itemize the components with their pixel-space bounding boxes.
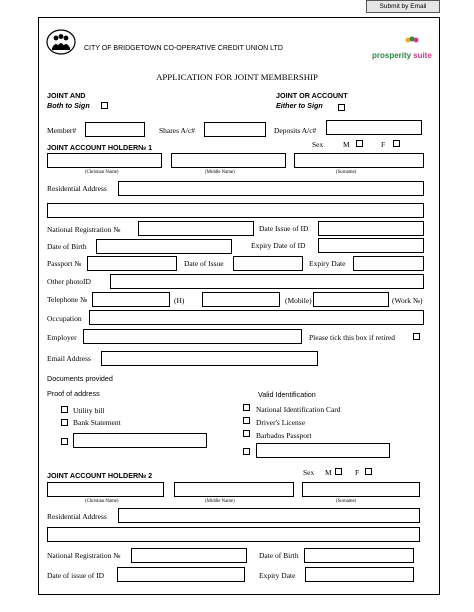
page-title: APPLICATION FOR JOINT MEMBERSHIP	[156, 72, 318, 82]
holder2-address-line2[interactable]	[47, 527, 420, 542]
drivers-license-label: Driver's License	[256, 418, 306, 427]
holder1-female-label: F	[381, 140, 386, 149]
holder1-date-issue-id-label: Date Issue of ID	[259, 224, 309, 233]
christian-name-caption-2: (Christian Name)	[85, 499, 119, 504]
deposits-account-field[interactable]	[326, 120, 422, 135]
org-name: CITY OF BRIDGETOWN CO-OPERATIVE CREDIT UNION LTD	[84, 45, 283, 52]
holder1-other-id-field[interactable]	[110, 274, 424, 289]
surname-caption-2: (Surname)	[336, 499, 357, 504]
documents-heading: Documents provided	[47, 374, 113, 383]
holder2-date-issue-id-field[interactable]	[117, 567, 245, 582]
either-to-sign-checkbox[interactable]	[338, 104, 345, 111]
holder2-middle-name-field[interactable]	[174, 482, 294, 497]
shares-label: Shares A/c#	[159, 126, 196, 135]
holder1-work-phone-field[interactable]	[313, 292, 389, 307]
barbados-passport-checkbox[interactable]	[243, 430, 250, 437]
joint-or-label: JOINT OR ACCOUNT	[276, 91, 348, 100]
other-address-proof-checkbox[interactable]	[61, 438, 68, 445]
drivers-license-checkbox[interactable]	[243, 417, 250, 424]
utility-bill-checkbox[interactable]	[61, 406, 68, 413]
utility-bill-label: Utility bill	[73, 406, 105, 415]
holder1-employer-label: Employer	[47, 333, 77, 342]
mobile-suffix: (Mobile)	[285, 296, 312, 305]
holder1-other-id-label: Other photoID	[47, 277, 91, 286]
holder1-male-label: M	[343, 140, 350, 149]
holder1-employer-field[interactable]	[83, 329, 302, 344]
bank-statement-checkbox[interactable]	[61, 419, 68, 426]
holder1-passport-field[interactable]	[87, 256, 177, 271]
submit-by-email-button[interactable]: Submit by Email	[366, 0, 440, 13]
holder1-address-label: Residential Address	[47, 184, 107, 193]
home-suffix: (H)	[174, 296, 185, 305]
christian-name-caption: (Christian Name)	[85, 170, 119, 175]
holder1-middle-name-field[interactable]	[171, 153, 286, 168]
holder2-female-label: F	[355, 468, 360, 477]
deposits-label: Deposits A/c#	[274, 126, 317, 135]
joint-and-label: JOINT AND	[47, 91, 86, 100]
retired-checkbox[interactable]	[413, 333, 420, 340]
holder1-email-label: Email Address	[47, 354, 91, 363]
holder2-national-reg-label: National Registration №	[47, 551, 121, 560]
holder1-address-line2[interactable]	[47, 203, 424, 218]
holder1-mobile-phone-field[interactable]	[202, 292, 280, 307]
holder1-passport-expiry-label: Expiry Date	[309, 259, 346, 268]
valid-id-heading: Valid Identification	[258, 390, 316, 399]
proof-of-address-heading: Proof of address	[47, 389, 100, 398]
holder1-passport-issue-label: Date of Issue	[184, 259, 224, 268]
holder2-national-reg-field[interactable]	[131, 548, 247, 563]
holder1-dob-label: Date of Birth	[47, 242, 87, 251]
national-id-checkbox[interactable]	[243, 404, 250, 411]
holder2-male-label: M	[325, 468, 332, 477]
work-suffix: (Work №)	[392, 296, 423, 305]
holder2-expiry-label: Expiry Date	[259, 571, 296, 580]
holder2-address-label: Residential Address	[47, 512, 107, 521]
holder2-sex-label: Sex	[303, 468, 315, 477]
shares-account-field[interactable]	[204, 122, 266, 137]
national-id-label: National Identification Card	[256, 405, 341, 414]
either-to-sign-label: Either to Sign	[276, 101, 323, 110]
barbados-passport-label: Barbados Passport	[256, 431, 312, 440]
holder1-expiry-id-field[interactable]	[318, 238, 424, 253]
holder1-passport-issue-field[interactable]	[233, 256, 303, 271]
holder1-address-line1[interactable]	[118, 181, 424, 196]
other-address-proof-field[interactable]	[73, 433, 207, 448]
other-id-document-field[interactable]	[256, 443, 390, 458]
holder1-dob-field[interactable]	[96, 239, 232, 254]
brand-leaf-icon	[404, 35, 420, 45]
holder1-telephone-label: Telephone №	[47, 295, 88, 304]
holder2-heading: JOINT ACCOUNT HOLDER№ 2	[47, 471, 153, 480]
holder2-expiry-field[interactable]	[305, 567, 414, 582]
middle-name-caption: (Middle Name)	[205, 170, 235, 175]
holder1-male-checkbox[interactable]	[356, 140, 363, 147]
holder1-email-field[interactable]	[101, 351, 318, 366]
holder2-date-issue-id-label: Date of issue of ID	[47, 571, 105, 580]
credit-union-logo-icon	[46, 29, 76, 55]
holder1-christian-name-field[interactable]	[47, 153, 162, 168]
holder1-expiry-id-label: Expiry Date of ID	[251, 241, 306, 250]
holder2-female-checkbox[interactable]	[365, 468, 372, 475]
holder2-dob-field[interactable]	[304, 548, 414, 563]
holder2-address-line1[interactable]	[118, 508, 420, 523]
holder1-surname-field[interactable]	[294, 153, 424, 168]
holder2-surname-field[interactable]	[302, 482, 420, 497]
bank-statement-label: Bank Statement	[73, 418, 121, 427]
retired-label: Please tick this box if retired	[309, 333, 396, 342]
holder1-heading: JOINT ACCOUNT HOLDER№ 1	[47, 143, 153, 152]
surname-caption: (Surname)	[336, 170, 357, 175]
member-no-label: Member#	[47, 126, 77, 135]
holder2-dob-label: Date of Birth	[259, 551, 299, 560]
holder1-occupation-label: Occupation	[47, 314, 82, 323]
middle-name-caption-2: (Middle Name)	[205, 499, 235, 504]
brand-logo	[372, 45, 432, 63]
holder2-male-checkbox[interactable]	[335, 468, 342, 475]
both-to-sign-label: Both to Sign	[47, 101, 90, 110]
holder1-home-phone-field[interactable]	[92, 292, 170, 307]
holder1-female-checkbox[interactable]	[393, 140, 400, 147]
brand-part1: prosperity	[372, 51, 412, 60]
holder1-national-reg-field[interactable]	[138, 221, 254, 236]
holder1-passport-label: Passport №	[47, 259, 82, 268]
holder2-christian-name-field[interactable]	[47, 482, 164, 497]
holder1-sex-label: Sex	[312, 140, 324, 149]
both-to-sign-checkbox[interactable]	[101, 102, 108, 109]
holder1-occupation-field[interactable]	[89, 310, 424, 325]
holder1-date-issue-id-field[interactable]	[318, 221, 424, 236]
other-id-checkbox[interactable]	[243, 448, 250, 455]
holder1-national-reg-label: National Registration №	[47, 225, 121, 234]
holder1-passport-expiry-field[interactable]	[353, 256, 424, 271]
brand-part2: suite	[413, 51, 432, 60]
member-no-field[interactable]	[85, 122, 145, 137]
